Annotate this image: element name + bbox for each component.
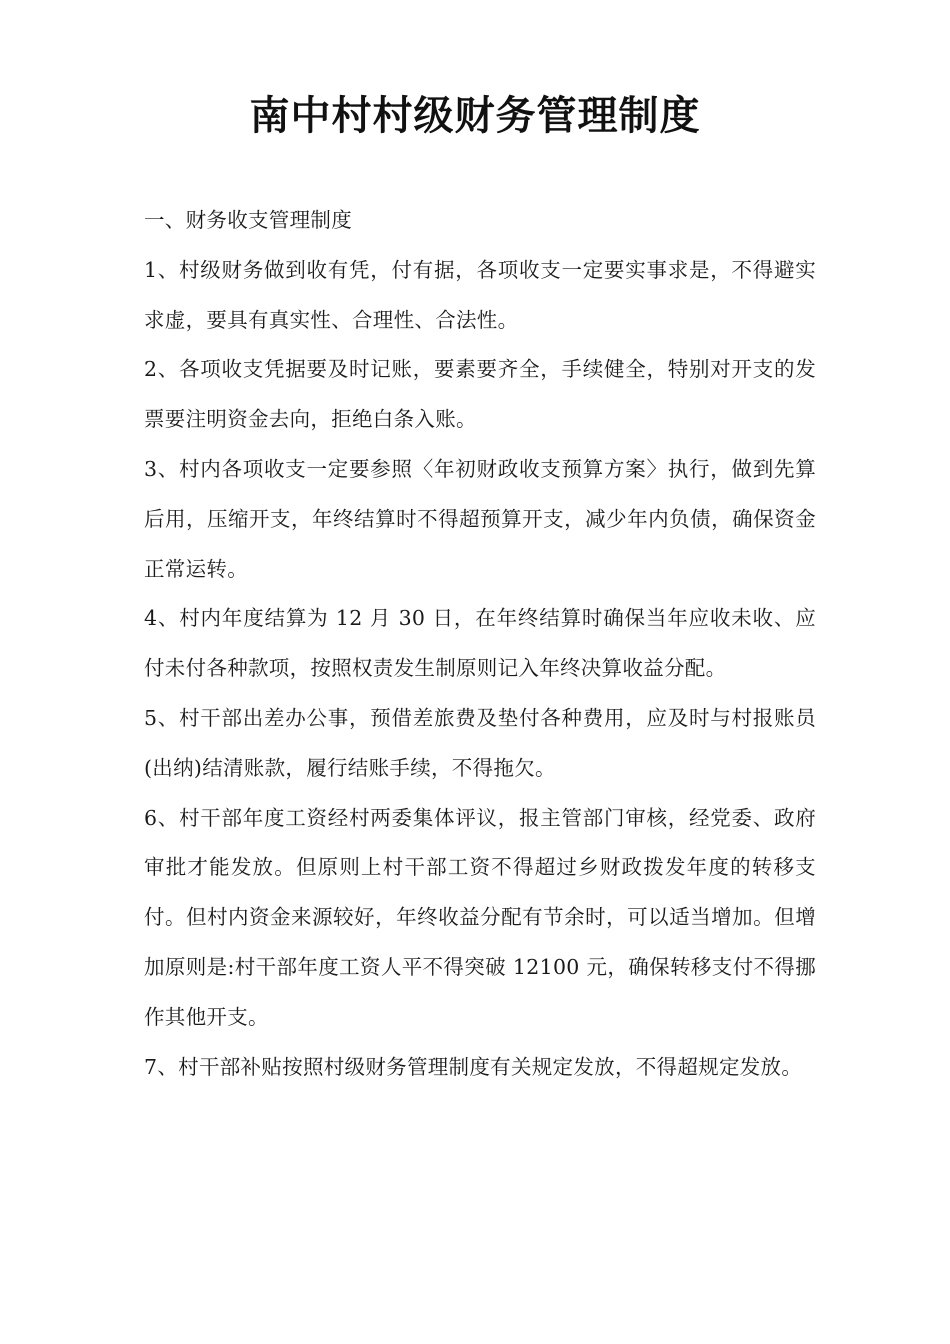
rule-item-1: 1、村级财务做到收有凭，付有据，各项收支一定要实事求是，不得避实求虚，要具有真实性、合理性、合法性。 — [144, 257, 816, 332]
rule-item-4: 4、村内年度结算为 12 月 30 日，在年终结算时确保当年应收未收、应付未付各种款项，按照权责发生制原则记入年终决算收益分配。 — [144, 606, 816, 681]
section-heading: 一、财务收支管理制度 — [144, 208, 352, 232]
rule-item-6: 6、村干部年度工资经村两委集体评议，报主管部门审核，经党委、政府审批才能发放。但原则上村干部工资不得超过乡财政拨发年度的转移支付。但村内资金来源较好，年终收益分配有节余时，可以适当增加。但增加原则是:村干部年度工资人平不得突破 12100 元，确保转移支付不得挪作其他开支。 — [144, 805, 816, 1029]
rule-item-7: 7、村干部补贴按照村级财务管理制度有关规定发放，不得超规定发放。 — [144, 1054, 803, 1079]
document-body — [144, 196, 816, 1092]
rule-item-5: 5、村干部出差办公事，预借差旅费及垫付各种费用，应及时与村报账员(出纳)结清账款，履行结账手续，不得拖欠。 — [144, 705, 816, 780]
document-title: 南中村村级财务管理制度 — [249, 93, 701, 139]
rule-item-2: 2、各项收支凭据要及时记账，要素要齐全，手续健全，特别对开支的发票要注明资金去向，拒绝白条入账。 — [144, 357, 816, 432]
rule-item-3: 3、村内各项收支一定要参照〈年初财政收支预算方案〉执行，做到先算后用，压缩开支，年终结算时不得超预算开支，减少年内负债，确保资金正常运转。 — [144, 456, 816, 581]
